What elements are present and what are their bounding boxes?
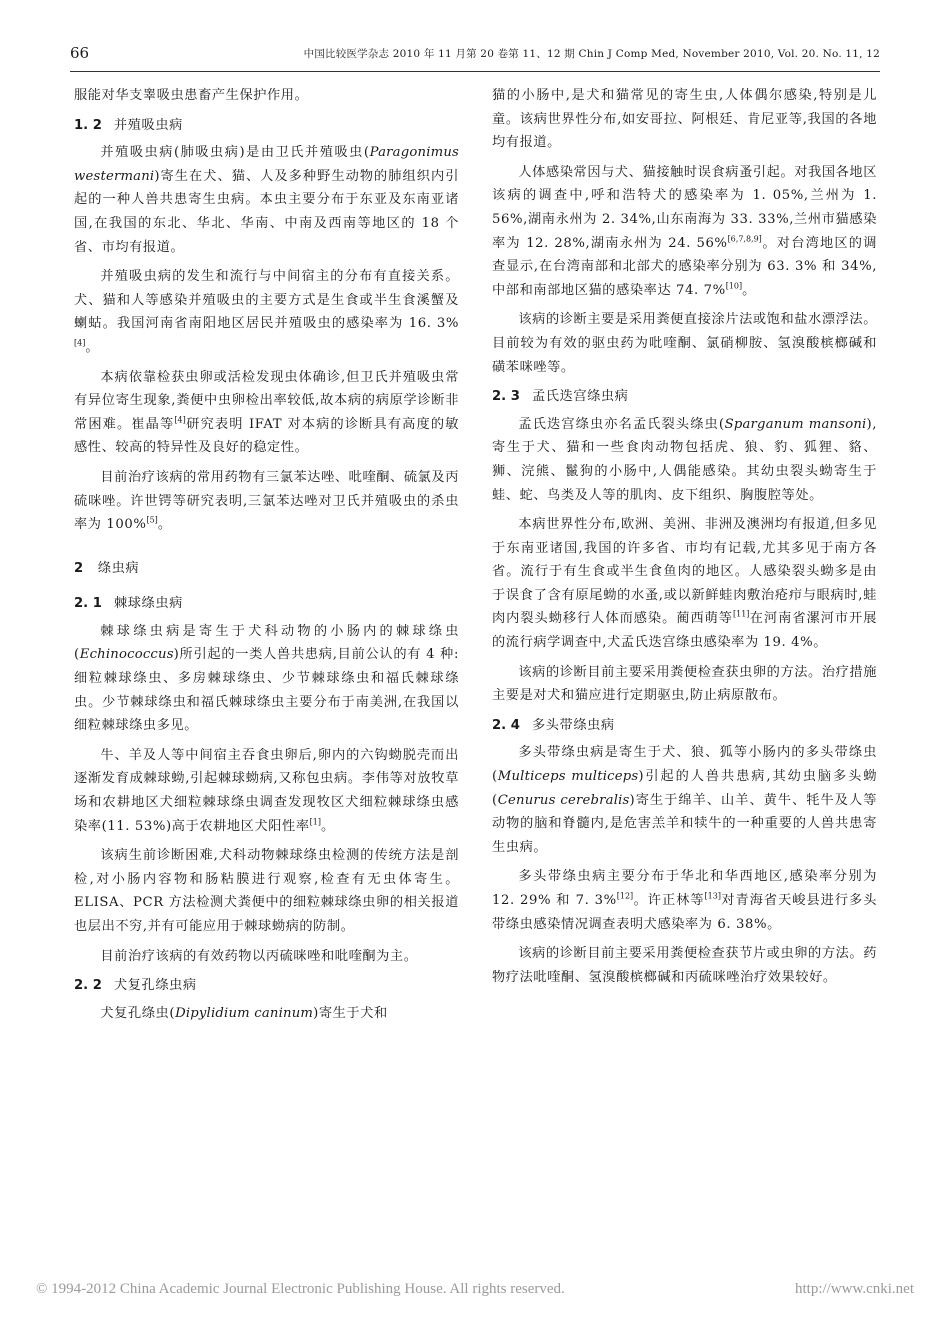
text-run: 本病依靠检获虫卵或活检发现虫体确诊,但卫氏并殖吸虫常有异位寄生现象,粪便中虫卵检出率较低,故本病的病原学诊断非常困难。崔晶等: [74, 369, 459, 432]
text-run: 。: [320, 818, 335, 834]
text-run: 。: [157, 517, 172, 533]
species-name: Echinococcus: [79, 647, 174, 663]
section-number: 2. 1: [74, 596, 102, 612]
section-number: 2. 4: [492, 717, 520, 733]
section-heading-1-2: [74, 114, 459, 138]
text-run: 对青海省天峻县进行多头带绦虫感染情况调查表明犬感染率为 6. 38%。: [492, 893, 877, 932]
paragraph: [492, 413, 877, 507]
citation-ref: [12]: [616, 891, 634, 901]
paragraph: [492, 513, 877, 655]
paragraph: [74, 1002, 459, 1026]
paragraph: 服能对华支睾吸虫患畜产生保护作用。: [74, 88, 309, 103]
species-name: Dipylidium caninum: [175, 1005, 314, 1021]
paragraph: [74, 620, 459, 738]
citation-ref: [4]: [174, 415, 186, 425]
section-heading-2-4: [492, 714, 877, 738]
footer-url: http://www.cnki.net: [794, 1281, 914, 1297]
section-number: 2. 3: [492, 389, 520, 405]
citation-ref: [11]: [733, 610, 750, 620]
citation-ref: [5]: [146, 515, 158, 525]
species-name: Sparganum mansoni: [724, 416, 867, 432]
text-run: 研究表明 IFAT 对本病的诊断具有高度的敏感性、较高的特异性及良好的稳定性。: [74, 416, 459, 456]
text-run: 多头带绦虫病是寄生于犬、狼、狐等小肠内的多头带绦虫(: [492, 745, 877, 785]
text-run: )寄生在犬、猫、人及多种野生动物的肺组织内引起的一种人兽共患寄生虫病。本虫主要分布于东亚及东南亚诸国,在我国的东北、华北、华南、中南及西南等地区的 18 个省、市均有报道。: [74, 168, 459, 255]
text-run: 犬复孔绦虫(: [100, 1005, 176, 1021]
text-run: 。: [742, 282, 756, 298]
text-run: 本病世界性分布,欧洲、美洲、非洲及澳洲均有报道,但多见于东南亚诸国,我国的许多省、市均有记载,尤其多见于南方各省。流行于有生食或半生食鱼肉的地区。人感染裂头蚴多是由于误食了含有原尾蚴的水蚤,或以新鲜蛙肉敷治疮疖与眼病时,蛙肉内裂头蚴移行人体而感染。蔺西萌等: [492, 517, 877, 627]
section-title: 多头带绦虫病: [531, 717, 615, 733]
text-run: 。对台湾地区的调查显示,在台湾南部和北部犬的感染率分别为 63. 3% 和 34%,中部和南部地区猫的感染率达 74. 7%: [492, 235, 877, 298]
section-number: 1. 2: [74, 117, 102, 133]
text-run: )寄生于犬和: [313, 1005, 388, 1021]
citation-ref: [1]: [309, 817, 321, 827]
text-run: 。: [85, 339, 100, 355]
text-run: 人体感染常因与犬、猫接触时误食病蚤引起。对我国各地区该病的调查中,呼和浩特犬的感染率为 1. 05%,兰州为 1. 56%,湖南永州为 2. 34%,山东南海为 33. 33%,兰州市猫感染率为 12. 28%,湖南永州为 24. 56%: [492, 164, 877, 251]
section-number: 2: [74, 560, 84, 576]
paragraph: [492, 865, 877, 936]
text-run: 在河南省漯河市开展的流行病学调查中,犬孟氏迭宫绦虫感染率为 19. 4%。: [492, 611, 878, 651]
right-column: [492, 84, 877, 995]
paragraph: [74, 366, 459, 460]
section-heading-2-2: [74, 974, 459, 998]
text-run: ),寄生于犬、猫和一些食肉动物包括虎、狼、豹、狐狸、貉、狮、浣熊、鬣狗的小肠中,人偶能感染。其幼虫裂头蚴寄生于蛙、蛇、鸟类及人等的肌肉、皮下组织、胸腹腔等处。: [492, 416, 877, 503]
text-run: 棘球绦虫病是寄生于犬科动物的小肠内的棘球绦虫(: [74, 623, 459, 663]
page-header: [70, 44, 880, 70]
paragraph: [74, 141, 459, 259]
paragraph: [74, 744, 459, 838]
section-title: 孟氏迭宫绦虫病: [531, 389, 629, 405]
paragraph: [74, 466, 459, 537]
paragraph: 该病生前诊断困难,犬科动物棘球绦虫检测的传统方法是剖检,对小肠内容物和肠粘膜进行观察,检查有无虫体寄生。ELISA、PCR 方法检测犬粪便中的细粒棘球绦虫卵的相关报道也层出不穷,并有可能应用于棘球蚴病的防制。: [74, 848, 459, 934]
paragraph: [74, 265, 459, 359]
text-run: )所引起的一类人兽共患病,目前公认的有 4 种:细粒棘球绦虫、多房棘球绦虫、少节棘球绦虫和福氏棘球绦虫。少节棘球绦虫和福氏棘球绦虫主要分布于南美洲,在我国以细粒棘球绦虫多见。: [74, 647, 459, 734]
citation-ref: [4]: [74, 338, 86, 348]
species-name: Multiceps multiceps: [497, 769, 639, 785]
paragraph: 该病的诊断目前主要采用粪便检查获节片或虫卵的方法。药物疗法吡喹酮、氢溴酸槟榔碱和丙硫咪唑治疗效果较好。: [492, 946, 877, 985]
species-name: Paragonimus westermani: [74, 145, 459, 184]
text-run: 牛、羊及人等中间宿主吞食虫卵后,卵内的六钩蚴脱壳而出逐渐发育成棘球蚴,引起棘球蚴病,又称包虫病。李伟等对放牧草场和农耕地区犬细粒棘球绦虫调查发现牧区犬细粒棘球绦虫感染率(11. 53%)高于农耕地区犬阳性率: [74, 747, 459, 834]
running-head: 中国比较医学杂志 2010 年 11 月第 20 卷第 11、12 期 Chin J Comp Med, November 2010, Vol. 20. No. 11, 12: [303, 48, 880, 60]
text-run: )引起的人兽共患病,其幼虫脑多头蚴(: [492, 769, 877, 808]
header-rule: [70, 71, 880, 72]
section-heading-2: [74, 557, 459, 581]
paragraph: 该病的诊断主要是采用粪便直接涂片法或饱和盐水漂浮法。目前较为有效的驱虫药为吡喹酮、氯硝柳胺、氢溴酸槟榔碱和磺苯咪唑等。: [492, 312, 877, 375]
section-heading-2-1: [74, 592, 459, 616]
section-title: 犬复孔绦虫病: [113, 978, 197, 994]
page-number: 66: [70, 44, 90, 62]
citation-ref: [10]: [725, 281, 743, 291]
paragraph: [492, 161, 877, 303]
paragraph: 目前治疗该病的有效药物以丙硫咪唑和吡喹酮为主。: [100, 948, 418, 964]
text-run: 并殖吸虫病的发生和流行与中间宿主的分布有直接关系。犬、猫和人等感染并殖吸虫的主要方式是生食或半生食溪蟹及蝲蛄。我国河南省南阳地区居民并殖吸虫的感染率为 16. 3%: [74, 269, 459, 332]
text-run: 目前治疗该病的常用药物有三氯苯达唑、吡喹酮、硫氯及丙硫咪唑。许世锷等研究表明,三氯苯达唑对卫氏并殖吸虫的杀虫率为 100%: [74, 469, 459, 533]
species-name: Cenurus cerebralis: [497, 792, 630, 808]
text-run: 孟氏迭宫绦虫亦名孟氏裂头绦虫(: [518, 416, 725, 432]
section-title: 棘球绦虫病: [113, 596, 183, 612]
section-title: 并殖吸虫病: [113, 117, 183, 133]
text-run: )寄生于绵羊、山羊、黄牛、牦牛及人等动物的脑和脊髓内,是危害羔羊和犊牛的一种重要的人兽共患寄生虫病。: [492, 792, 877, 855]
section-heading-2-3: [492, 385, 877, 409]
section-title: 绦虫病: [97, 560, 140, 576]
section-number: 2. 2: [74, 978, 102, 994]
paragraph: 猫的小肠中,是犬和猫常见的寄生虫,人体偶尔感染,特别是儿童。该病世界性分布,如安哥拉、阿根廷、肯尼亚等,我国的各地均有报道。: [492, 88, 877, 151]
citation-ref: [13]: [704, 891, 721, 901]
text-run: 多头带绦虫病主要分布于华北和华西地区,感染率分别为 12. 29% 和 7. 3%: [492, 869, 877, 908]
paragraph: 该病的诊断目前主要采用粪便检查获虫卵的方法。治疗措施主要是对犬和猫应进行定期驱虫,防止病原散布。: [492, 664, 877, 704]
left-column: [74, 84, 459, 1031]
text-run: 并殖吸虫病(肺吸虫病)是由卫氏并殖吸虫(: [100, 145, 370, 161]
citation-ref: [6,7,8,9]: [727, 234, 762, 244]
text-run: 。许正林等: [633, 893, 705, 908]
copyright-footer: © 1994-2012 China Academic Journal Electronic Publishing House. All rights reserved.: [36, 1281, 565, 1297]
paragraph: [492, 741, 877, 859]
